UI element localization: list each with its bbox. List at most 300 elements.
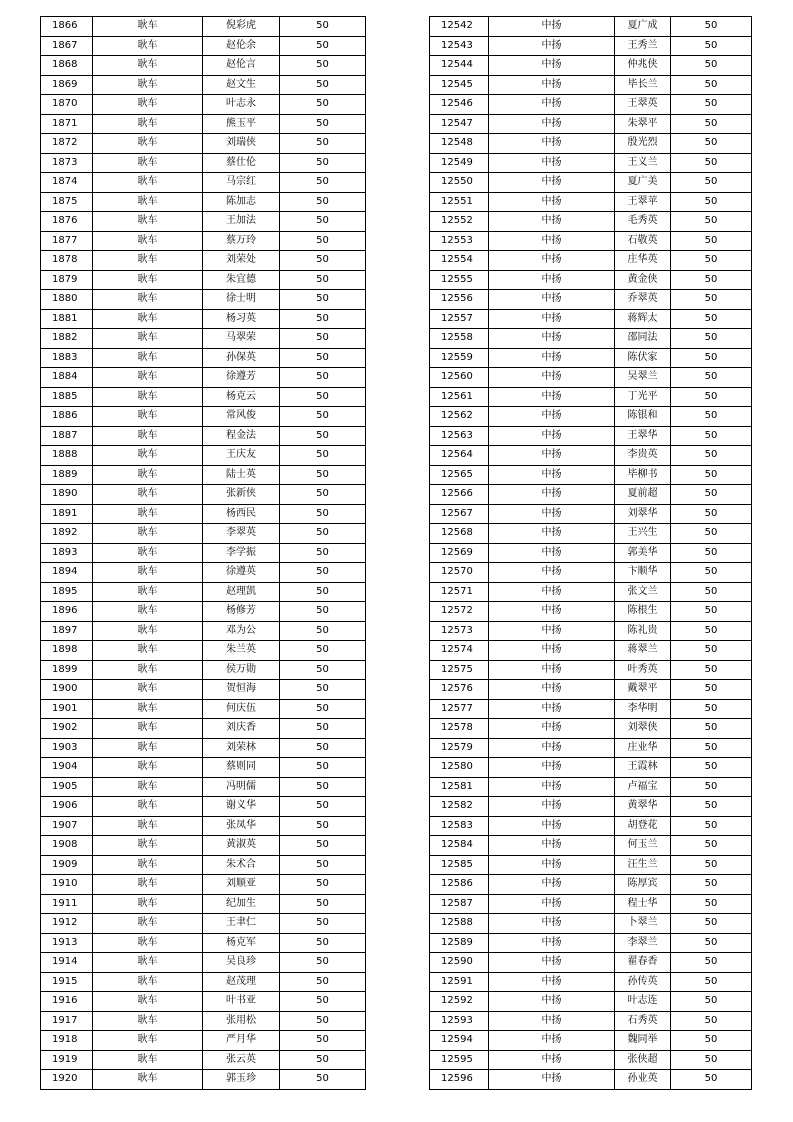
cell-amount: 50 — [671, 192, 752, 212]
table-row — [430, 1011, 752, 1031]
cell-village: 中扬 — [489, 933, 615, 953]
table-row — [430, 251, 752, 271]
cell-village: 中扬 — [489, 524, 615, 544]
cell-amount: 50 — [671, 290, 752, 310]
table-row — [41, 894, 366, 914]
table-row — [41, 641, 366, 661]
cell-id: 12550 — [430, 173, 489, 193]
cell-name: 李翠英 — [203, 524, 280, 544]
cell-id: 12570 — [430, 563, 489, 583]
cell-village: 中扬 — [489, 407, 615, 427]
cell-id: 1891 — [41, 504, 93, 524]
cell-id: 1919 — [41, 1050, 93, 1070]
cell-id: 1907 — [41, 816, 93, 836]
table-row — [41, 836, 366, 856]
table-row — [430, 836, 752, 856]
cell-village: 中扬 — [489, 134, 615, 154]
table-row — [430, 290, 752, 310]
table-row — [41, 114, 366, 134]
cell-village: 中扬 — [489, 972, 615, 992]
cell-amount: 50 — [280, 95, 366, 115]
cell-amount: 50 — [280, 563, 366, 583]
cell-name: 徐遵芳 — [203, 368, 280, 388]
cell-amount: 50 — [280, 699, 366, 719]
table-row — [430, 758, 752, 778]
cell-village: 中扬 — [489, 309, 615, 329]
cell-amount: 50 — [671, 465, 752, 485]
cell-name: 赵茂理 — [203, 972, 280, 992]
cell-village: 中扬 — [489, 699, 615, 719]
cell-name: 常风俊 — [203, 407, 280, 427]
cell-amount: 50 — [671, 758, 752, 778]
cell-amount: 50 — [280, 231, 366, 251]
cell-id: 1867 — [41, 36, 93, 56]
cell-village: 中扬 — [489, 660, 615, 680]
cell-name: 毕长兰 — [615, 75, 671, 95]
table-row — [430, 348, 752, 368]
cell-amount: 50 — [671, 953, 752, 973]
cell-name: 王霞林 — [615, 758, 671, 778]
table-row — [41, 75, 366, 95]
table-row — [430, 114, 752, 134]
table-row — [430, 953, 752, 973]
cell-id: 12563 — [430, 426, 489, 446]
cell-id: 1880 — [41, 290, 93, 310]
cell-amount: 50 — [280, 212, 366, 232]
cell-name: 纪加生 — [203, 894, 280, 914]
table-row — [430, 329, 752, 349]
cell-name: 夏广成 — [615, 17, 671, 37]
cell-id: 12558 — [430, 329, 489, 349]
cell-village: 中扬 — [489, 680, 615, 700]
cell-name: 朱兰英 — [203, 641, 280, 661]
cell-id: 1914 — [41, 953, 93, 973]
cell-id: 12567 — [430, 504, 489, 524]
cell-name: 马翠荣 — [203, 329, 280, 349]
cell-name: 魏同举 — [615, 1031, 671, 1051]
cell-village: 中扬 — [489, 114, 615, 134]
table-row — [430, 641, 752, 661]
cell-amount: 50 — [671, 660, 752, 680]
cell-id: 12565 — [430, 465, 489, 485]
cell-village: 中扬 — [489, 621, 615, 641]
cell-amount: 50 — [280, 855, 366, 875]
table-row — [430, 36, 752, 56]
cell-name: 刘庆香 — [203, 719, 280, 739]
cell-id: 1890 — [41, 485, 93, 505]
cell-id: 1870 — [41, 95, 93, 115]
table-row — [430, 368, 752, 388]
table-row — [41, 1070, 366, 1090]
cell-name: 赵伦余 — [203, 36, 280, 56]
cell-id: 12569 — [430, 543, 489, 563]
table-row — [430, 17, 752, 37]
cell-id: 1898 — [41, 641, 93, 661]
cell-id: 12548 — [430, 134, 489, 154]
cell-name: 庄华英 — [615, 251, 671, 271]
cell-id: 12542 — [430, 17, 489, 37]
cell-village: 耿车 — [93, 1011, 203, 1031]
table-row — [430, 212, 752, 232]
table-row — [41, 329, 366, 349]
cell-amount: 50 — [671, 56, 752, 76]
cell-id: 12559 — [430, 348, 489, 368]
cell-id: 1916 — [41, 992, 93, 1012]
cell-village: 耿车 — [93, 270, 203, 290]
table-row — [41, 426, 366, 446]
cell-name: 王义兰 — [615, 153, 671, 173]
cell-name: 夏前超 — [615, 485, 671, 505]
cell-amount: 50 — [280, 680, 366, 700]
cell-id: 1902 — [41, 719, 93, 739]
cell-amount: 50 — [671, 1050, 752, 1070]
table-row — [41, 309, 366, 329]
cell-village: 中扬 — [489, 953, 615, 973]
cell-village: 耿车 — [93, 738, 203, 758]
table-row — [430, 582, 752, 602]
cell-amount: 50 — [280, 777, 366, 797]
table-row — [41, 777, 366, 797]
table-row — [430, 699, 752, 719]
cell-amount: 50 — [671, 309, 752, 329]
cell-name: 严月华 — [203, 1031, 280, 1051]
cell-amount: 50 — [280, 56, 366, 76]
cell-village: 耿车 — [93, 758, 203, 778]
cell-id: 12564 — [430, 446, 489, 466]
cell-id: 12593 — [430, 1011, 489, 1031]
cell-amount: 50 — [671, 17, 752, 37]
table-row — [430, 231, 752, 251]
cell-amount: 50 — [671, 641, 752, 661]
cell-amount: 50 — [280, 446, 366, 466]
cell-village: 中扬 — [489, 75, 615, 95]
cell-amount: 50 — [671, 368, 752, 388]
table-row — [430, 426, 752, 446]
table-row — [430, 153, 752, 173]
cell-village: 耿车 — [93, 797, 203, 817]
cell-village: 中扬 — [489, 1070, 615, 1090]
cell-amount: 50 — [280, 1070, 366, 1090]
cell-amount: 50 — [280, 348, 366, 368]
cell-village: 中扬 — [489, 485, 615, 505]
table-row — [41, 212, 366, 232]
cell-amount: 50 — [280, 836, 366, 856]
table-row — [430, 1070, 752, 1090]
table-row — [41, 134, 366, 154]
cell-id: 12544 — [430, 56, 489, 76]
cell-amount: 50 — [280, 875, 366, 895]
cell-village: 耿车 — [93, 504, 203, 524]
cell-id: 12560 — [430, 368, 489, 388]
table-row — [41, 933, 366, 953]
cell-id: 1883 — [41, 348, 93, 368]
cell-amount: 50 — [671, 836, 752, 856]
cell-name: 叶秀英 — [615, 660, 671, 680]
cell-id: 12585 — [430, 855, 489, 875]
cell-village: 中扬 — [489, 387, 615, 407]
cell-amount: 50 — [671, 582, 752, 602]
cell-village: 耿车 — [93, 641, 203, 661]
cell-id: 1874 — [41, 173, 93, 193]
cell-amount: 50 — [671, 777, 752, 797]
cell-amount: 50 — [671, 680, 752, 700]
cell-name: 郭美华 — [615, 543, 671, 563]
cell-village: 耿车 — [93, 192, 203, 212]
cell-village: 中扬 — [489, 816, 615, 836]
cell-id: 1875 — [41, 192, 93, 212]
cell-village: 耿车 — [93, 719, 203, 739]
cell-name: 吴翠兰 — [615, 368, 671, 388]
cell-name: 徐士明 — [203, 290, 280, 310]
cell-name: 王兴生 — [615, 524, 671, 544]
cell-amount: 50 — [280, 543, 366, 563]
cell-name: 孙传英 — [615, 972, 671, 992]
cell-id: 1896 — [41, 602, 93, 622]
cell-id: 1908 — [41, 836, 93, 856]
cell-village: 中扬 — [489, 95, 615, 115]
cell-name: 陈加志 — [203, 192, 280, 212]
cell-village: 中扬 — [489, 446, 615, 466]
cell-village: 耿车 — [93, 524, 203, 544]
cell-amount: 50 — [671, 875, 752, 895]
table-row — [41, 719, 366, 739]
cell-village: 耿车 — [93, 621, 203, 641]
cell-id: 12586 — [430, 875, 489, 895]
cell-village: 中扬 — [489, 1050, 615, 1070]
cell-amount: 50 — [671, 1011, 752, 1031]
cell-amount: 50 — [671, 972, 752, 992]
cell-name: 黄翠华 — [615, 797, 671, 817]
cell-id: 12573 — [430, 621, 489, 641]
cell-village: 耿车 — [93, 407, 203, 427]
cell-id: 1885 — [41, 387, 93, 407]
cell-village: 中扬 — [489, 270, 615, 290]
cell-id: 1894 — [41, 563, 93, 583]
cell-village: 耿车 — [93, 329, 203, 349]
cell-amount: 50 — [671, 387, 752, 407]
table-row — [430, 387, 752, 407]
cell-id: 12594 — [430, 1031, 489, 1051]
table-row — [41, 504, 366, 524]
cell-id: 12543 — [430, 36, 489, 56]
cell-village: 耿车 — [93, 75, 203, 95]
cell-village: 耿车 — [93, 563, 203, 583]
cell-id: 12578 — [430, 719, 489, 739]
cell-name: 倪彩虎 — [203, 17, 280, 37]
cell-amount: 50 — [280, 251, 366, 271]
cell-name: 翟春香 — [615, 953, 671, 973]
cell-name: 乔翠英 — [615, 290, 671, 310]
cell-name: 叶书亚 — [203, 992, 280, 1012]
cell-id: 12557 — [430, 309, 489, 329]
cell-village: 耿车 — [93, 446, 203, 466]
cell-amount: 50 — [671, 153, 752, 173]
cell-name: 赵理凯 — [203, 582, 280, 602]
cell-id: 1892 — [41, 524, 93, 544]
cell-name: 殷光烈 — [615, 134, 671, 154]
cell-id: 1910 — [41, 875, 93, 895]
cell-name: 张新侠 — [203, 485, 280, 505]
cell-amount: 50 — [671, 855, 752, 875]
table-row — [430, 465, 752, 485]
cell-village: 中扬 — [489, 192, 615, 212]
cell-name: 汪生兰 — [615, 855, 671, 875]
cell-amount: 50 — [671, 446, 752, 466]
cell-id: 1905 — [41, 777, 93, 797]
cell-amount: 50 — [671, 699, 752, 719]
cell-name: 朱翠平 — [615, 114, 671, 134]
cell-amount: 50 — [671, 543, 752, 563]
cell-amount: 50 — [280, 1011, 366, 1031]
cell-village: 耿车 — [93, 1050, 203, 1070]
cell-name: 刘荣林 — [203, 738, 280, 758]
cell-amount: 50 — [280, 309, 366, 329]
table-row — [430, 972, 752, 992]
cell-id: 12553 — [430, 231, 489, 251]
table-row — [41, 270, 366, 290]
cell-id: 12591 — [430, 972, 489, 992]
cell-village: 中扬 — [489, 602, 615, 622]
cell-name: 何玉兰 — [615, 836, 671, 856]
cell-village: 中扬 — [489, 719, 615, 739]
table-row — [430, 738, 752, 758]
cell-name: 程金法 — [203, 426, 280, 446]
cell-id: 1911 — [41, 894, 93, 914]
cell-amount: 50 — [280, 602, 366, 622]
cell-amount: 50 — [671, 231, 752, 251]
cell-amount: 50 — [280, 387, 366, 407]
cell-id: 1879 — [41, 270, 93, 290]
cell-id: 1876 — [41, 212, 93, 232]
cell-amount: 50 — [671, 1070, 752, 1090]
cell-amount: 50 — [671, 719, 752, 739]
table-row — [430, 543, 752, 563]
cell-amount: 50 — [280, 36, 366, 56]
cell-village: 中扬 — [489, 173, 615, 193]
cell-name: 李贵英 — [615, 446, 671, 466]
cell-village: 耿车 — [93, 36, 203, 56]
right-table-body — [430, 17, 752, 1090]
cell-village: 中扬 — [489, 758, 615, 778]
cell-id: 1888 — [41, 446, 93, 466]
cell-amount: 50 — [671, 914, 752, 934]
cell-village: 中扬 — [489, 1031, 615, 1051]
cell-name: 卜翠兰 — [615, 914, 671, 934]
cell-name: 吴良珍 — [203, 953, 280, 973]
table-row — [41, 621, 366, 641]
table-row — [430, 563, 752, 583]
cell-amount: 50 — [280, 914, 366, 934]
table-row — [430, 504, 752, 524]
table-row — [430, 660, 752, 680]
cell-amount: 50 — [280, 1031, 366, 1051]
cell-id: 1871 — [41, 114, 93, 134]
cell-name: 朱术合 — [203, 855, 280, 875]
cell-name: 张侠超 — [615, 1050, 671, 1070]
table-row — [430, 56, 752, 76]
cell-id: 12574 — [430, 641, 489, 661]
table-row — [430, 407, 752, 427]
table-row — [430, 134, 752, 154]
cell-village: 中扬 — [489, 582, 615, 602]
cell-id: 1917 — [41, 1011, 93, 1031]
cell-id: 12590 — [430, 953, 489, 973]
cell-id: 12580 — [430, 758, 489, 778]
table-row — [430, 173, 752, 193]
cell-amount: 50 — [280, 173, 366, 193]
cell-village: 耿车 — [93, 114, 203, 134]
cell-id: 1920 — [41, 1070, 93, 1090]
cell-name: 王翠英 — [615, 95, 671, 115]
cell-village: 耿车 — [93, 290, 203, 310]
cell-amount: 50 — [280, 153, 366, 173]
cell-village: 耿车 — [93, 680, 203, 700]
cell-amount: 50 — [671, 894, 752, 914]
cell-village: 耿车 — [93, 56, 203, 76]
cell-village: 耿车 — [93, 134, 203, 154]
table-row — [41, 348, 366, 368]
cell-id: 1889 — [41, 465, 93, 485]
table-row — [430, 894, 752, 914]
table-row — [41, 231, 366, 251]
table-row — [430, 270, 752, 290]
table-row — [41, 251, 366, 271]
cell-amount: 50 — [280, 894, 366, 914]
cell-id: 12551 — [430, 192, 489, 212]
cell-id: 1915 — [41, 972, 93, 992]
cell-id: 1886 — [41, 407, 93, 427]
cell-name: 杨克云 — [203, 387, 280, 407]
cell-name: 杨习英 — [203, 309, 280, 329]
cell-amount: 50 — [280, 758, 366, 778]
cell-amount: 50 — [280, 407, 366, 427]
cell-village: 耿车 — [93, 777, 203, 797]
cell-village: 耿车 — [93, 95, 203, 115]
table-row — [41, 524, 366, 544]
cell-amount: 50 — [280, 329, 366, 349]
cell-village: 耿车 — [93, 231, 203, 251]
cell-amount: 50 — [671, 504, 752, 524]
cell-amount: 50 — [671, 485, 752, 505]
cell-amount: 50 — [280, 1050, 366, 1070]
cell-name: 黄金侠 — [615, 270, 671, 290]
cell-id: 12595 — [430, 1050, 489, 1070]
cell-village: 耿车 — [93, 914, 203, 934]
cell-village: 中扬 — [489, 543, 615, 563]
cell-amount: 50 — [671, 95, 752, 115]
cell-amount: 50 — [671, 933, 752, 953]
cell-amount: 50 — [280, 816, 366, 836]
cell-village: 耿车 — [93, 875, 203, 895]
cell-village: 耿车 — [93, 855, 203, 875]
cell-id: 1899 — [41, 660, 93, 680]
cell-village: 耿车 — [93, 387, 203, 407]
table-row — [41, 875, 366, 895]
cell-name: 蔡仕伦 — [203, 153, 280, 173]
cell-id: 12589 — [430, 933, 489, 953]
cell-amount: 50 — [671, 270, 752, 290]
cell-id: 12552 — [430, 212, 489, 232]
cell-name: 陈礼贵 — [615, 621, 671, 641]
cell-amount: 50 — [280, 953, 366, 973]
cell-village: 中扬 — [489, 465, 615, 485]
cell-amount: 50 — [671, 621, 752, 641]
cell-village: 耿车 — [93, 1031, 203, 1051]
cell-amount: 50 — [671, 329, 752, 349]
cell-amount: 50 — [671, 348, 752, 368]
cell-id: 1893 — [41, 543, 93, 563]
cell-name: 戴翠平 — [615, 680, 671, 700]
